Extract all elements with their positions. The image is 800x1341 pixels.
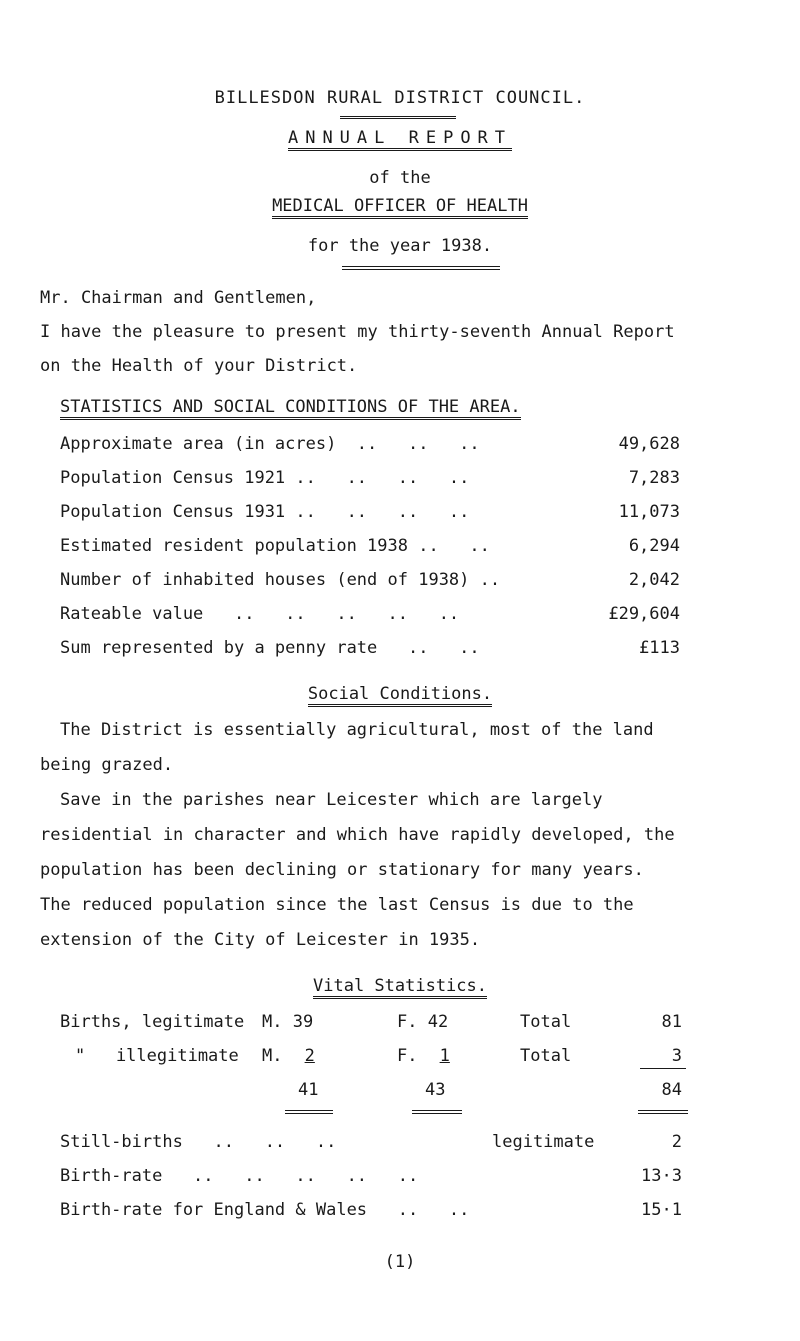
stat-label: Population Census 1931 .. .. .. .. (60, 502, 470, 522)
divider (412, 1110, 462, 1114)
paragraph-line: extension of the City of Leicester in 1935. (40, 930, 481, 950)
births-illegitimate-total-label: Total (520, 1046, 572, 1066)
statistics-heading: STATISTICS AND SOCIAL CONDITIONS OF THE AREA. (60, 397, 521, 417)
stat-value: 49,628 (618, 434, 680, 454)
intro-line: on the Health of your District. (40, 356, 358, 376)
birth-rate-label: Birth-rate .. .. .. .. .. (60, 1166, 419, 1186)
paragraph-line: The District is essentially agricultural, most of the land (60, 720, 654, 740)
stat-value: £113 (639, 638, 680, 658)
grand-total: 84 (661, 1080, 682, 1100)
paragraph-line: population has been declining or stationary for many years. (40, 860, 644, 880)
stat-label: Approximate area (in acres) .. .. .. (60, 434, 480, 454)
stat-value: 6,294 (628, 536, 680, 556)
stat-label: Estimated resident population 1938 .. .. (60, 536, 490, 556)
officer-title: MEDICAL OFFICER OF HEALTH (0, 196, 800, 216)
vital-heading: Vital Statistics. (0, 976, 800, 996)
births-illegitimate-total: 3 (671, 1046, 682, 1066)
birth-rate-ew-value: 15·1 (641, 1200, 682, 1220)
stat-value: 2,042 (628, 570, 680, 590)
stat-value: £29,604 (608, 604, 680, 624)
paragraph-line: The reduced population since the last Census is due to the (40, 895, 634, 915)
birth-rate-value: 13·3 (641, 1166, 682, 1186)
still-births-type: legitimate (492, 1132, 595, 1152)
intro-line: I have the pleasure to present my thirty-seventh Annual Report (40, 322, 675, 342)
stat-value: 7,283 (628, 468, 680, 488)
total-underline (640, 1068, 686, 1069)
births-legitimate-total: 81 (661, 1012, 682, 1032)
paragraph-line: residential in character and which have rapidly developed, the (40, 825, 675, 845)
still-births-label: Still-births .. .. .. (60, 1132, 337, 1152)
stat-label: Rateable value .. .. .. .. .. (60, 604, 460, 624)
council-title: BILLESDON RURAL DISTRICT COUNCIL. (214, 88, 586, 108)
stat-value: 11,073 (618, 502, 680, 522)
stat-label: Sum represented by a penny rate .. .. (60, 638, 480, 658)
divider (285, 1110, 333, 1114)
divider (340, 116, 456, 119)
female-sum: 43 (425, 1080, 446, 1100)
year-line: for the year 1938. (307, 236, 493, 256)
report-title: ANNUAL REPORT (0, 128, 800, 148)
births-illegitimate-female: F. 1 (397, 1046, 450, 1066)
paragraph-line: Save in the parishes near Leicester which are largely (60, 790, 603, 810)
births-illegitimate-male: M. 2 (262, 1046, 315, 1066)
stat-label: Population Census 1921 .. .. .. .. (60, 468, 470, 488)
stat-label: Number of inhabited houses (end of 1938) .. (60, 570, 501, 590)
births-illegitimate-label: " illegitimate (75, 1046, 239, 1066)
social-heading: Social Conditions. (0, 684, 800, 704)
page-number: (1) (384, 1252, 416, 1272)
births-legitimate-total-label: Total (520, 1012, 572, 1032)
of-the-label: of the (369, 168, 431, 188)
births-legitimate-female: F. 42 (397, 1012, 449, 1032)
births-legitimate-label: Births, legitimate (60, 1012, 245, 1032)
birth-rate-ew-label: Birth-rate for England & Wales .. .. (60, 1200, 470, 1220)
salutation: Mr. Chairman and Gentlemen, (40, 288, 317, 308)
male-sum: 41 (298, 1080, 319, 1100)
births-legitimate-male: M. 39 (262, 1012, 314, 1032)
paragraph-line: being grazed. (40, 755, 174, 775)
divider (638, 1110, 688, 1114)
still-births-value: 2 (671, 1132, 682, 1152)
divider (342, 266, 500, 270)
